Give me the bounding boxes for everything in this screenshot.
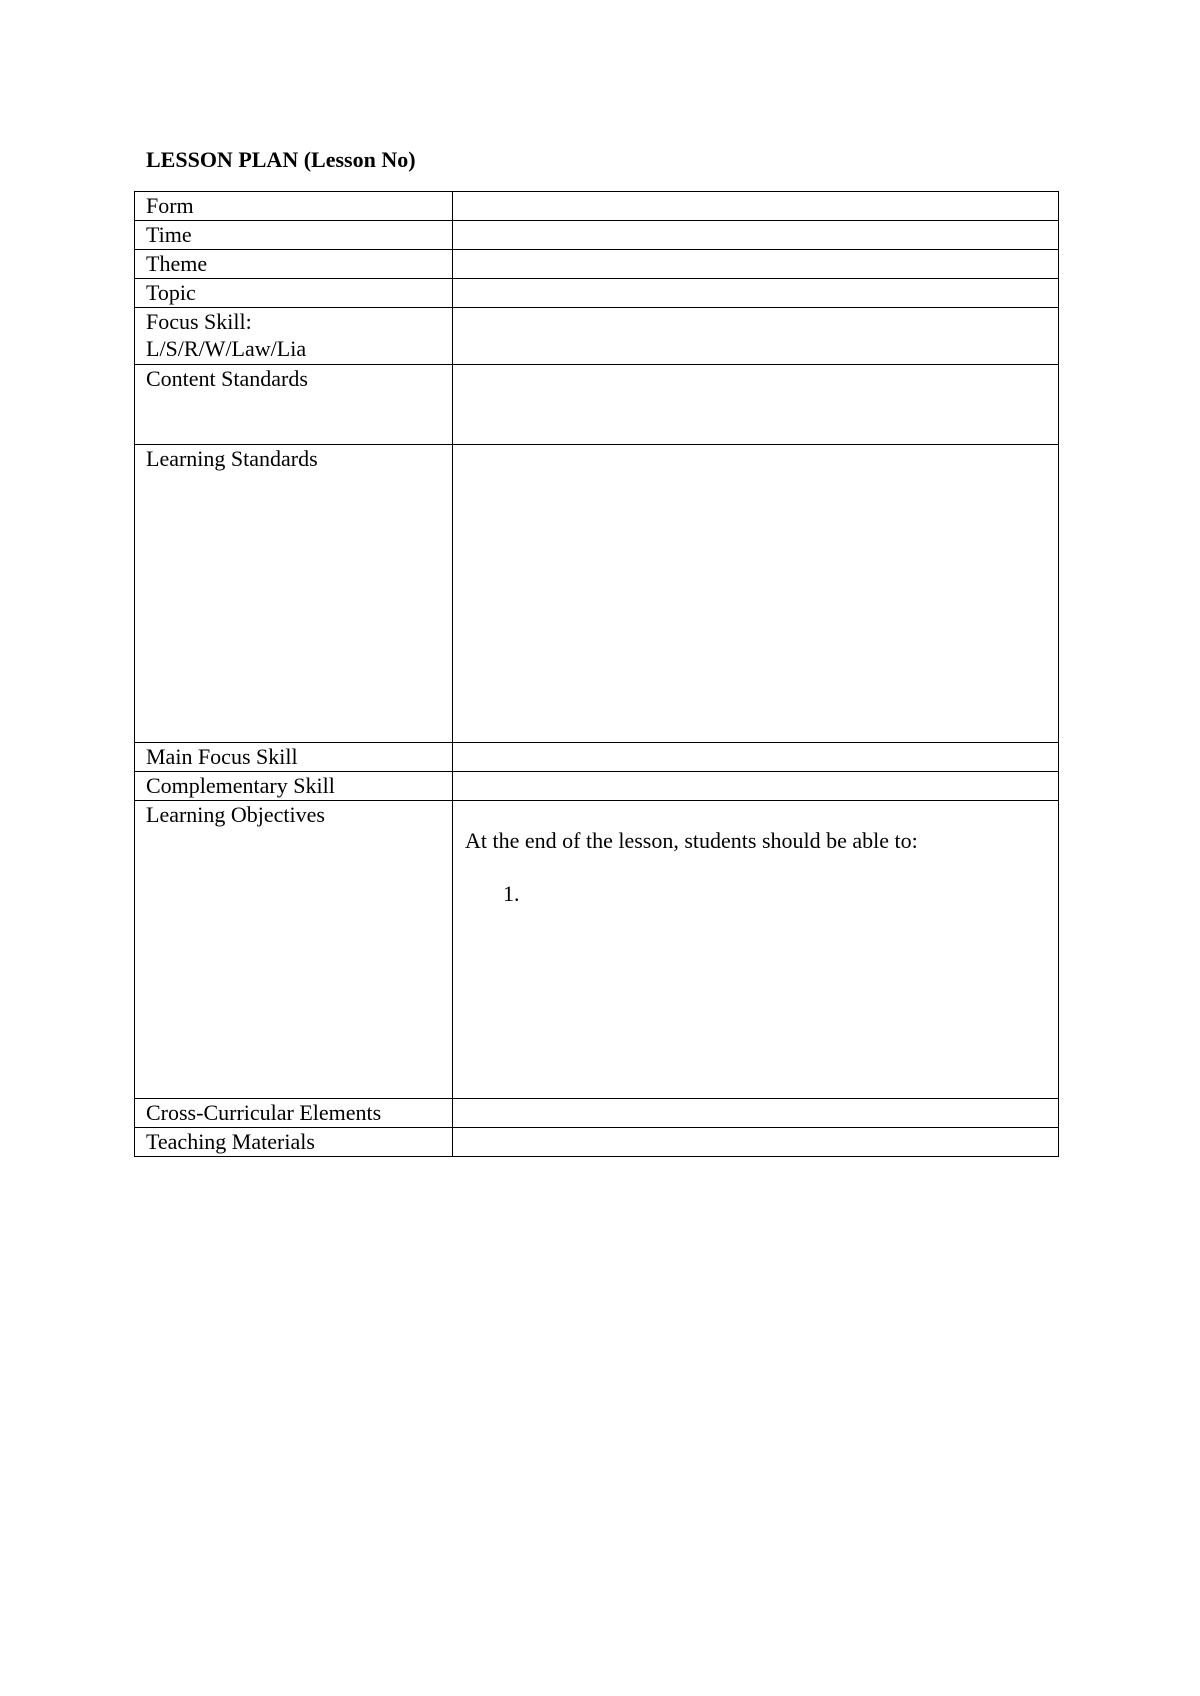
row-label-topic: Topic: [135, 279, 453, 308]
row-label-form: Form: [135, 192, 453, 221]
table-row-cross-curricular-elements: [135, 1099, 1059, 1128]
table-row-focus-skill: [135, 308, 1059, 365]
table-row-complementary-skill: [135, 772, 1059, 801]
lesson-plan-table: [134, 191, 1059, 1157]
focus-skill-label: Focus Skill:: [146, 309, 252, 334]
row-value-form[interactable]: [453, 192, 1059, 221]
row-value-complementary-skill[interactable]: [453, 772, 1059, 801]
table-row-form: [135, 192, 1059, 221]
page-title: LESSON PLAN (Lesson No): [146, 147, 416, 172]
table-row-theme: [135, 250, 1059, 279]
objectives-list-item[interactable]: [465, 880, 1058, 907]
row-value-learning-objectives[interactable]: [453, 801, 1059, 1099]
row-label-time: Time: [135, 221, 453, 250]
row-label-cross-curricular-elements: Cross-Curricular Elements: [135, 1099, 453, 1128]
table-row-main-focus-skill: [135, 743, 1059, 772]
table-row-topic: [135, 279, 1059, 308]
row-value-theme[interactable]: [453, 250, 1059, 279]
row-label-learning-objectives: Learning Objectives: [135, 801, 453, 1099]
focus-skill-options: L/S/R/W/Law/Lia: [146, 336, 307, 361]
table-row-learning-standards: [135, 445, 1059, 743]
row-label-content-standards: Content Standards: [135, 365, 453, 445]
objectives-list-marker: 1.: [503, 881, 520, 906]
row-label-theme: Theme: [135, 250, 453, 279]
row-label-learning-standards: Learning Standards: [135, 445, 453, 743]
table-row-learning-objectives: [135, 801, 1059, 1099]
row-value-teaching-materials[interactable]: [453, 1128, 1059, 1157]
row-label-teaching-materials: Teaching Materials: [135, 1128, 453, 1157]
row-label-focus-skill: [135, 308, 453, 365]
table-row-teaching-materials: [135, 1128, 1059, 1157]
row-value-cross-curricular-elements[interactable]: [453, 1099, 1059, 1128]
table-row-content-standards: [135, 365, 1059, 445]
row-value-time[interactable]: [453, 221, 1059, 250]
row-value-learning-standards[interactable]: [453, 445, 1059, 743]
row-value-main-focus-skill[interactable]: [453, 743, 1059, 772]
objectives-intro: At the end of the lesson, students should be able to:: [465, 828, 918, 853]
row-label-main-focus-skill: Main Focus Skill: [135, 743, 453, 772]
row-value-focus-skill[interactable]: [453, 308, 1059, 365]
row-label-complementary-skill: Complementary Skill: [135, 772, 453, 801]
row-value-content-standards[interactable]: [453, 365, 1059, 445]
table-row-time: [135, 221, 1059, 250]
row-value-topic[interactable]: [453, 279, 1059, 308]
